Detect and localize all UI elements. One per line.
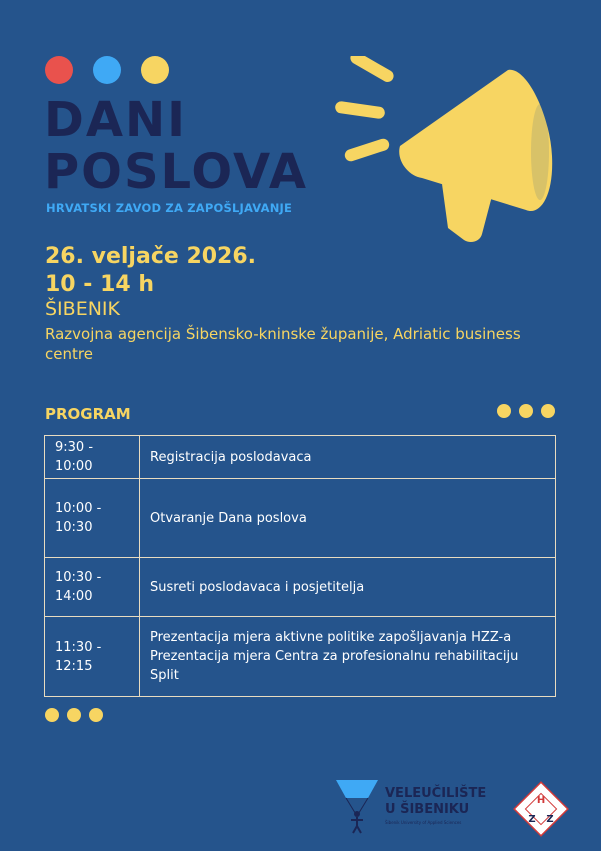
veleuciliste-name: VELEUČILIŠTE U ŠIBENIKU [385, 786, 487, 817]
svg-text:Z: Z [546, 814, 554, 825]
event-venue: Razvojna agencija Šibensko-kninske županije, Adriatic business centre [45, 325, 521, 363]
decor-dot [45, 708, 59, 722]
megaphone-icon [330, 56, 560, 246]
row-time: 10:30 - 14:00 [45, 558, 140, 617]
program-table [44, 435, 556, 697]
program-heading: PROGRAM [45, 405, 131, 423]
row-activity: Registracija poslodavaca [140, 436, 556, 479]
svg-text:Z: Z [528, 814, 536, 825]
title-line-1: DANI [44, 92, 188, 148]
hzz-logo-icon [510, 778, 572, 840]
decor-dot [519, 404, 533, 418]
table-row [45, 617, 556, 697]
event-city: ŠIBENIK [45, 298, 120, 320]
row-time: 11:30 - 12:15 [45, 617, 140, 697]
table-row [45, 479, 556, 558]
veleuciliste-subtitle: Šibenik University of Applied Sciences [385, 820, 462, 825]
decor-dot [89, 708, 103, 722]
red-dot [45, 56, 73, 84]
row-time: 10:00 - 10:30 [45, 479, 140, 558]
decor-dot [497, 404, 511, 418]
table-row [45, 436, 556, 479]
row-activity: Prezentacija mjera aktivne politike zapošljavanja HZZ-a Prezentacija mjera Centra za profesionalnu rehabilitaciju Split [140, 617, 556, 697]
parachute-logo-icon [334, 778, 380, 834]
row-time: 9:30 - 10:00 [45, 436, 140, 479]
blue-dot [93, 56, 121, 84]
decor-dot [67, 708, 81, 722]
table-row [45, 558, 556, 617]
row-activity: Otvaranje Dana poslova [140, 479, 556, 558]
organizer-subtitle: HRVATSKI ZAVOD ZA ZAPOŠLJAVANJE [46, 201, 293, 215]
event-date: 26. veljače 2026. [45, 244, 257, 269]
event-time: 10 - 14 h [45, 272, 155, 297]
yellow-dot [141, 56, 169, 84]
decor-dot [541, 404, 555, 418]
row-activity: Susreti poslodavaca i posjetitelja [140, 558, 556, 617]
svg-text:H: H [536, 795, 546, 806]
title-line-2: POSLOVA [44, 144, 308, 200]
